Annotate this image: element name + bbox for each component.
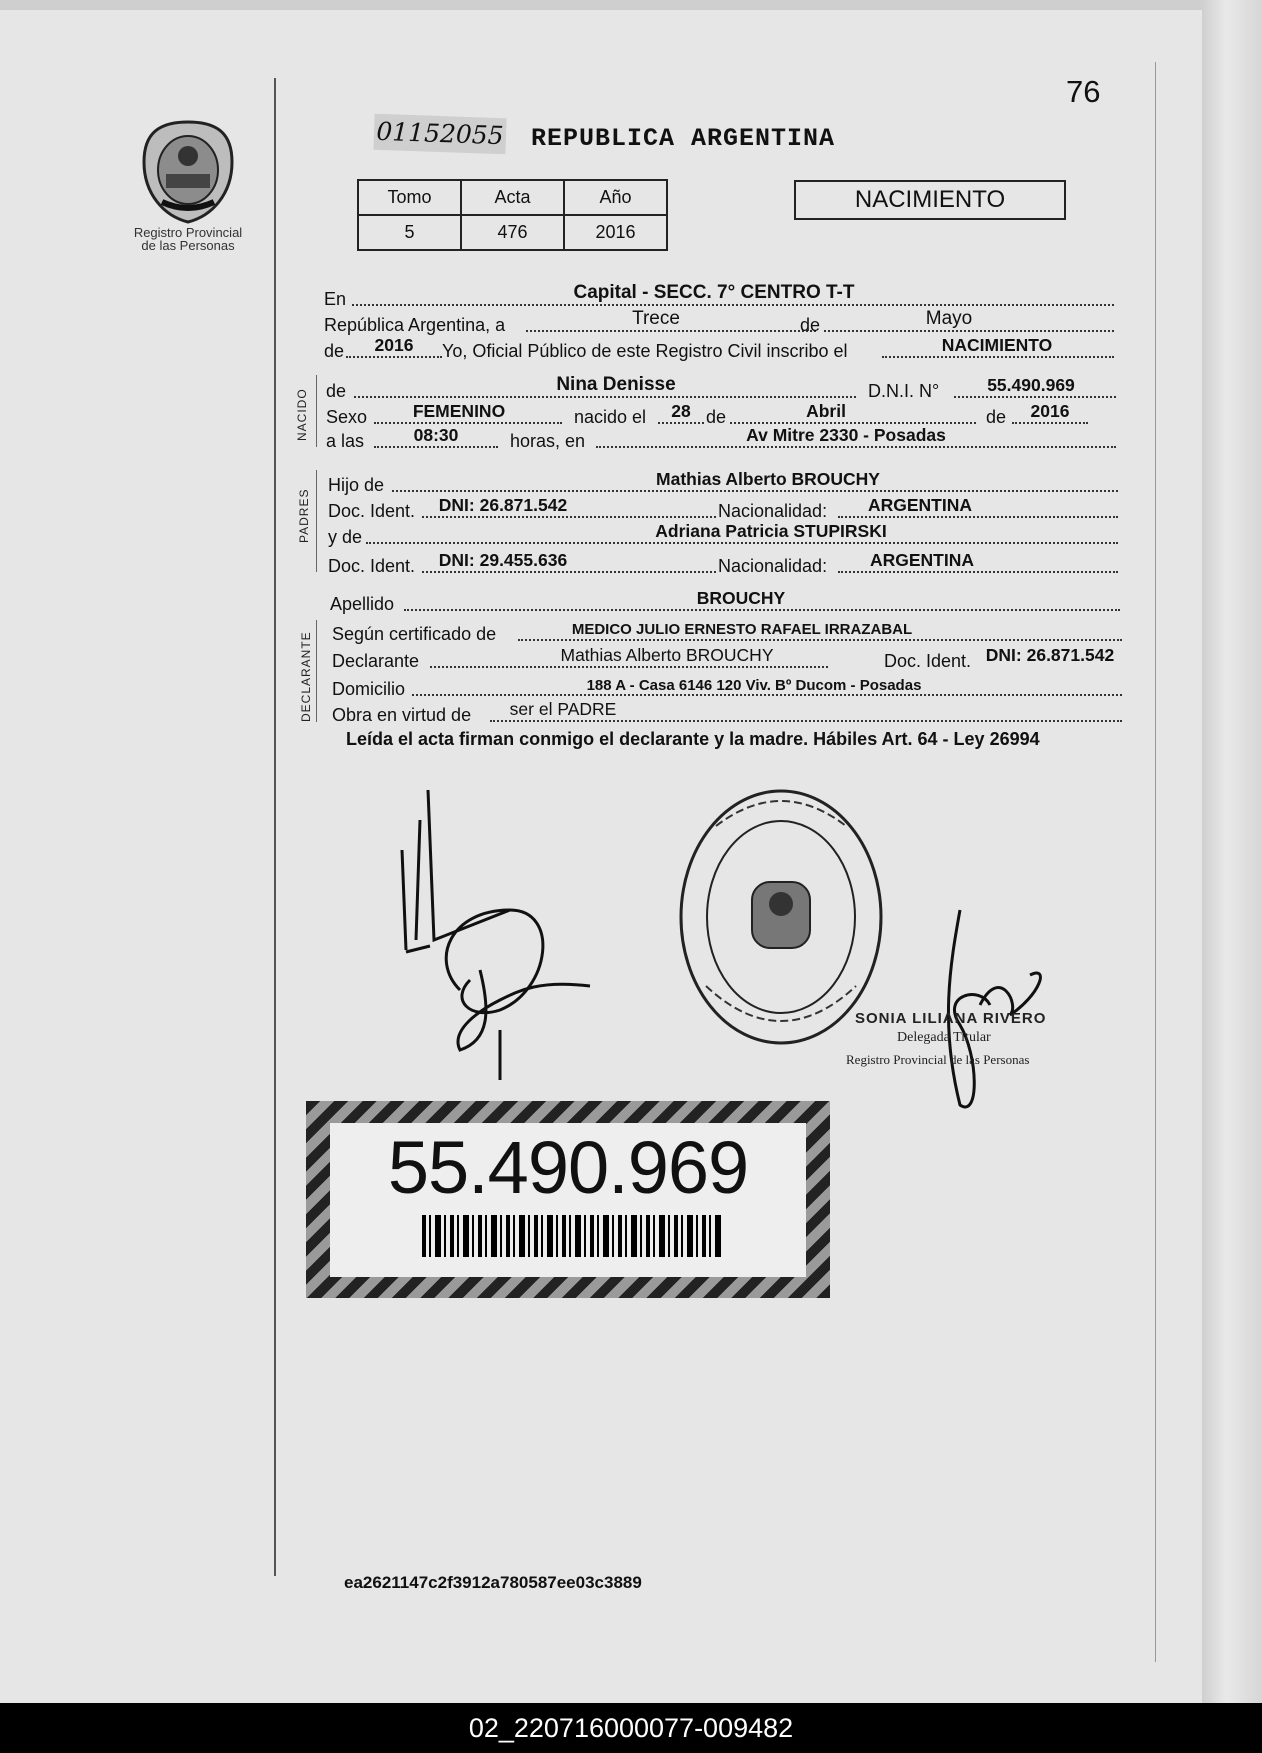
year-prefix: de	[324, 341, 345, 361]
declarant-doc: DNI: 26.871.542	[985, 645, 1115, 665]
mother-line	[328, 520, 1118, 548]
province-seal-icon	[140, 118, 236, 226]
year-value: 2016	[374, 335, 414, 355]
surname-value: BROUCHY	[696, 588, 786, 608]
father-nationality: ARGENTINA	[867, 495, 973, 515]
child-name: Nina Denisse	[556, 374, 676, 395]
en-label: En	[324, 289, 347, 309]
name-line	[326, 374, 1116, 402]
mother-nationality: ARGENTINA	[869, 550, 975, 570]
year-line	[324, 334, 1114, 362]
page-number: 76	[1066, 74, 1101, 109]
father-line	[328, 468, 1118, 496]
date-line	[324, 308, 1114, 336]
birth-year: 2016	[1030, 401, 1070, 421]
barcode-number: 55.490.969	[387, 1126, 749, 1209]
day-value: Trece	[632, 308, 680, 329]
volume-header: Acta	[461, 180, 564, 215]
obra-label: Obra en virtud de	[332, 705, 472, 725]
de-label: de	[986, 407, 1007, 427]
country-title: REPUBLICA ARGENTINA	[531, 124, 836, 153]
y-de-label: y de	[328, 527, 363, 547]
sheet-edge	[1202, 0, 1262, 1703]
record-type-box: NACIMIENTO	[794, 180, 1066, 220]
birth-time: 08:30	[413, 425, 459, 445]
declarant-line	[332, 644, 1122, 672]
reason-value: ser el PADRE	[509, 699, 617, 719]
republic-label: República Argentina, a	[324, 315, 506, 335]
volume-table	[357, 179, 668, 251]
domicilio-label: Domicilio	[332, 679, 406, 699]
nacido-section-label: NACIDO	[295, 388, 309, 441]
officer-organization: Registro Provincial de las Personas	[846, 1052, 1030, 1067]
volume-header: Año	[564, 180, 667, 215]
hours-label: horas, en	[510, 431, 586, 451]
sexo-label: Sexo	[326, 407, 368, 427]
dni-label: D.N.I. N°	[868, 381, 940, 401]
declarant-signature	[390, 780, 610, 1080]
time-line	[326, 424, 1116, 452]
de-label: de	[800, 315, 821, 335]
top-edge	[0, 0, 1262, 10]
address-line	[332, 672, 1122, 700]
de-label: de	[326, 381, 347, 401]
mother-doc: DNI: 29.455.636	[438, 550, 568, 570]
de-label: de	[706, 407, 727, 427]
registry-caption-2: de las Personas	[141, 238, 235, 253]
nat-label: Nacionalidad:	[718, 501, 828, 521]
father-name: Mathias Alberto BROUCHY	[656, 469, 880, 489]
footer-id: 02_220716000077-009482	[0, 1703, 1262, 1753]
official-stamp	[676, 786, 886, 1048]
mother-doc-line	[328, 549, 1118, 577]
father-doc: DNI: 26.871.542	[438, 495, 568, 515]
officer-role: Delegada Titular	[897, 1030, 991, 1045]
declarante-label: Declarante	[332, 651, 420, 671]
reason-line	[332, 698, 1122, 726]
place-value: Capital - SECC. 7° CENTRO T-T	[573, 282, 855, 303]
document-hash: ea2621147c2f3912a780587ee03c3889	[344, 1573, 642, 1592]
birth-day: 28	[671, 401, 691, 421]
padres-section-label: PADRES	[297, 488, 311, 543]
nat-label: Nacionalidad:	[718, 556, 828, 576]
act-type-value: NACIMIENTO	[941, 335, 1053, 355]
barcode-bars	[422, 1215, 722, 1257]
barcode-sticker	[306, 1101, 830, 1298]
margin-rule	[274, 78, 276, 1576]
volume-value: 476	[461, 215, 564, 250]
doc-label: Doc. Ident.	[328, 556, 416, 576]
certificate-line	[332, 617, 1122, 645]
mother-name: Adriana Patricia STUPIRSKI	[655, 521, 887, 541]
born-label: nacido el	[574, 407, 647, 427]
hijo-label: Hijo de	[328, 475, 385, 495]
registry-seal	[118, 118, 258, 252]
place-line	[324, 282, 1114, 310]
declarant-name: Mathias Alberto BROUCHY	[560, 645, 774, 665]
doc-label: Doc. Ident.	[884, 651, 972, 671]
right-margin-rule	[1155, 62, 1156, 1662]
child-dni: 55.490.969	[987, 375, 1075, 395]
time-label: a las	[326, 431, 365, 451]
cert-label: Según certificado de	[332, 624, 497, 644]
birth-place: Av Mitre 2330 - Posadas	[746, 425, 946, 445]
surname-line	[330, 587, 1120, 615]
volume-value: 5	[358, 215, 461, 250]
month-value: Mayo	[925, 308, 973, 329]
volume-header: Tomo	[358, 180, 461, 215]
address-value: 188 A - Casa 6146 120 Viv. Bº Ducom - Posadas	[586, 677, 922, 694]
doc-label: Doc. Ident.	[328, 501, 416, 521]
declarante-section-label: DECLARANTE	[299, 631, 313, 722]
registry-caption-1: Registro Provincial	[133, 225, 243, 240]
volume-value: 2016	[564, 215, 667, 250]
sexo-value: FEMENINO	[412, 401, 506, 421]
serial-number: 01152055	[373, 114, 506, 155]
officer-text: Yo, Oficial Público de este Registro Civil inscribo el	[442, 341, 848, 361]
officer-name: SONIA LILIANA RIVERO	[855, 1010, 1047, 1027]
father-doc-line	[328, 494, 1118, 522]
apellido-label: Apellido	[330, 594, 395, 614]
birth-month: Abril	[806, 401, 846, 421]
closing-statement: Leída el acta firman conmigo el declarante y la madre. Hábiles Art. 64 - Ley 26994	[346, 729, 1040, 749]
certificate-value: MEDICO JULIO ERNESTO RAFAEL IRRAZABAL	[571, 621, 913, 638]
